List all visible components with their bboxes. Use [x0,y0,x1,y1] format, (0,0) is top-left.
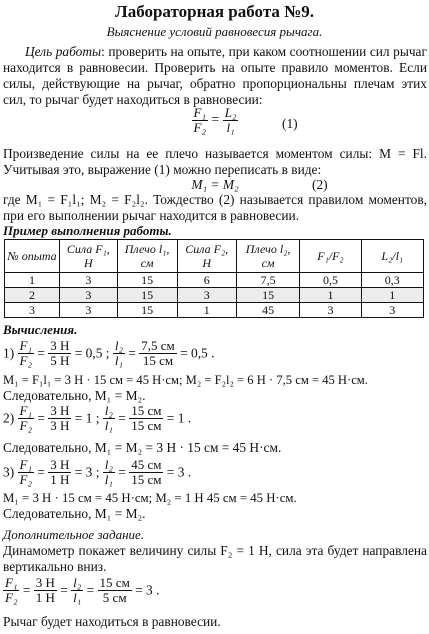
goal-paragraph [3,44,427,108]
table-row [5,273,424,288]
calc1-conclusion: Следовательно, M₁ = M₂. [3,388,146,403]
results-table [4,239,424,318]
table-cell: 7,5 [236,273,300,288]
table-header-cell: L₂/l₁ [361,240,423,273]
rule-paragraph: где M₁ = F₁l₁; M₂ = F₂l₂. Тождество (2) называется правилом моментов, при его выполнении рычаг находится в равновесии. [3,192,427,223]
table-header-cell: № опыта [5,240,60,273]
table-cell: 15 [117,273,177,288]
table-cell: 15 [117,303,177,318]
calc2-equation: 2) $\frac{\text{F₁}}{\text{F₂}}$ = $\frac{3 Н}{3 Н}$ = 1 ; $\frac{\text{l₂}}{\text{l₁}}$ = $\frac{15 см}{15 см}$ = 1 . [3,403,192,433]
table-header-cell: Плечо l₁, см [117,240,177,273]
goal-label: Цель работы [25,44,102,59]
calc2-conclusion: Следовательно, M₁ = M₂ = 3 Н · 15 см = 45 Н·см. [3,440,282,455]
goal-text: : проверить на опыте, при каком соотношении сил рычаг находится в равновесии. Проверить на опыте правило моментов. Если силы, действующие на рычаг, обратно пропорциональны плечам этих сил, то рычаг будет находиться в равновесии: [3,44,427,107]
calc3-conclusion: Следовательно, M₁ = M₂. [3,506,146,521]
table-cell: 3 [177,288,236,303]
table-header-cell: F₁/F₂ [300,240,361,273]
equation-2: M₁ = M₂ [191,177,239,192]
eq1-number: (1) [282,116,298,131]
table-header-cell: Сила F₂, Н [177,240,236,273]
table-cell: 3 [361,303,423,318]
table-header-row [5,240,424,273]
table-cell: 3 [60,273,118,288]
table-cell: 0,3 [361,273,423,288]
page-title: Лабораторная работа №9. [115,2,314,21]
page-subtitle: Выяснение условий равновесия рычага. [106,24,323,39]
table-cell: 2 [5,288,60,303]
table-cell: 3 [5,303,60,318]
table-cell: 45 [236,303,300,318]
table-cell: 3 [60,288,118,303]
extra-equation: $\frac{\text{F₁}}{\text{F₂}}$ = $\frac{3 Н}{1 Н}$ = $\frac{\text{l₂}}{\text{l₁}}$ = $\frac{15 см}{5 см}$ = 3 . [5,575,160,605]
table-cell: 1 [177,303,236,318]
calc3-equation: 3) $\frac{\text{F₁}}{\text{F₂}}$ = $\frac{3 Н}{1 Н}$ = 3 ; $\frac{\text{l₂}}{\text{l₁}}$ = $\frac{45 см}{15 см}$ = 3 . [3,457,192,487]
eq1-lhs: $\frac{\text{F₁}}{\text{F₂}}$ [193,105,206,135]
extra-paragraph: Динамометр покажет величину силы F₂ = 1 Н, сила эта будет направлена вертикально вниз. [3,543,427,574]
table-cell: 3 [60,303,118,318]
table-cell: 15 [236,288,300,303]
extra-heading: Дополнительное задание. [3,527,145,542]
table-cell: 1 [5,273,60,288]
calc3-moments: M₁ = 3 Н · 15 см = 45 Н·см; M₂ = 1 Н 45 см = 45 Н·см. [3,491,297,505]
example-heading: Пример выполнения работы. [3,223,172,238]
table-cell: 1 [361,288,423,303]
table-header-cell: Сила F₁, Н [60,240,118,273]
table-row [5,303,424,318]
calc-heading: Вычисления. [3,322,78,337]
table-header-cell: Плечо l₂, см [236,240,300,273]
moment-paragraph: Произведение силы на ее плечо называется моментом силы: M = Fl. Учитывая это, выражение (1) можно переписать в виде: [3,146,427,177]
final-statement: Рычаг будет находиться в равновесии. [3,614,221,629]
table-cell: 15 [117,288,177,303]
calc1-equation: 1) $\frac{\text{F₁}}{\text{F₂}}$ = $\frac{3 Н}{5 Н}$ = 0,5 ; $\frac{\text{l₂}}{\text{l₁}}$ = $\frac{7,5 см}{15 см}$ = 0,5 . [3,338,215,368]
equation-1: $\frac{\text{F₁}}{\text{F₂}}$ = $\frac{\text{L₂}}{\text{l₁}}$ [193,105,237,135]
table-row [5,288,424,303]
table-cell: 0,5 [300,273,361,288]
calc1-moments: M₁ = F₁l₁ = 3 Н · 15 см = 45 Н·см; M₂ = F₂l₂ = 6 Н · 7,5 см = 45 Н·см. [3,373,368,387]
eq1-rhs: $\frac{\text{L₂}}{\text{l₁}}$ [224,105,237,135]
table-cell: 3 [300,303,361,318]
table-cell: 6 [177,273,236,288]
table-cell: 1 [300,288,361,303]
eq2-number: (2) [312,177,328,192]
